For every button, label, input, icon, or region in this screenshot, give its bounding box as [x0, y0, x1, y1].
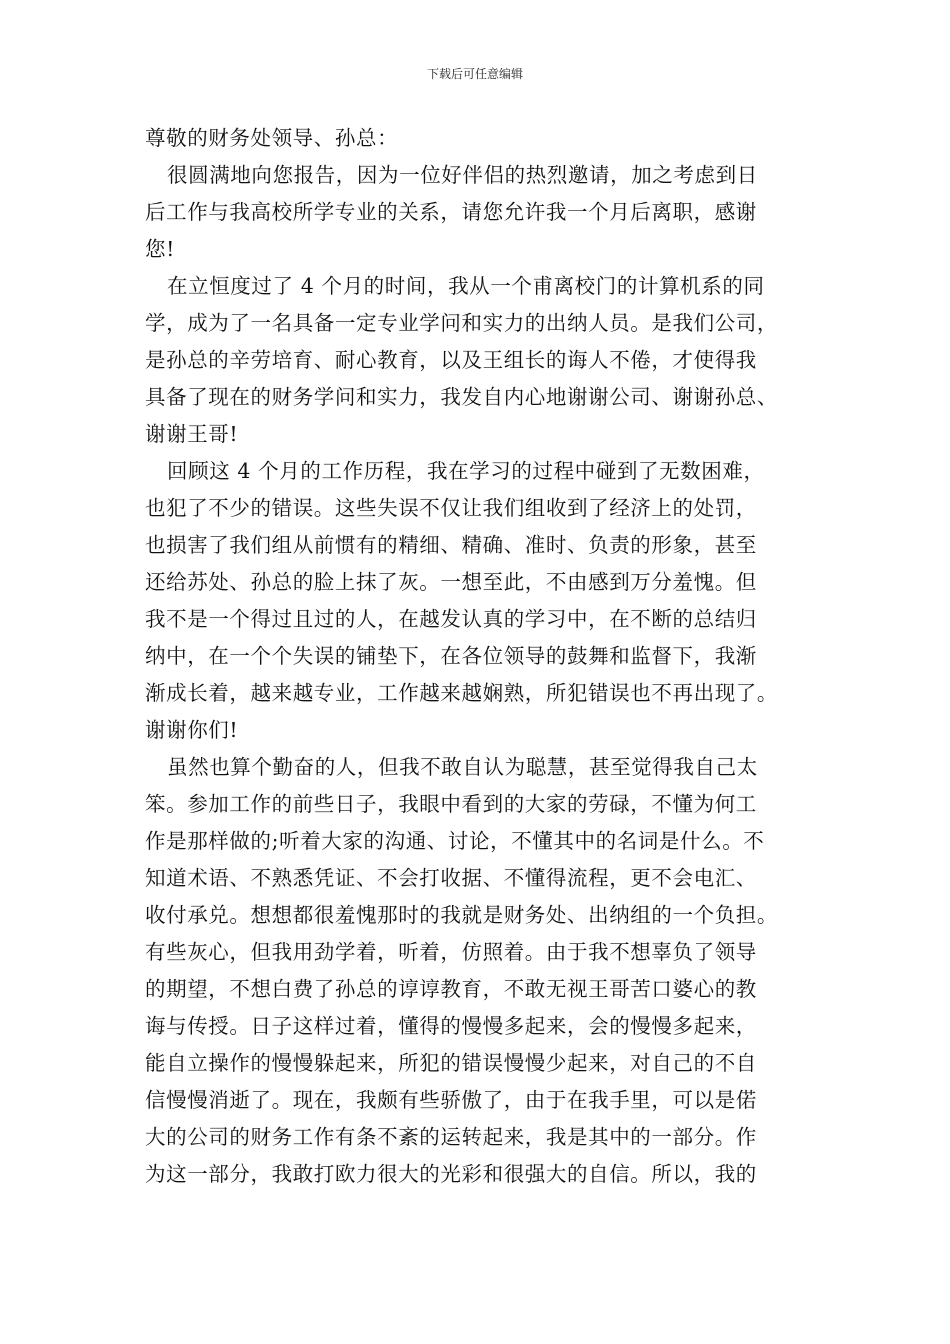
paragraph-line: 笨。参加工作的前些日子，我眼中看到的大家的劳碌，不懂为何工	[145, 792, 757, 816]
paragraph-line: 在立恒度过了 4 个月的时间，我从一个甫离校门的计算机系的同	[167, 274, 765, 298]
page-header: 下载后可任意编辑	[426, 67, 523, 81]
paragraph-line: 很圆满地向您报告，因为一位好伴侣的热烈邀请，加之考虑到日	[167, 163, 758, 187]
paragraph-line: 虽然也算个勤奋的人，但我不敢自认为聪慧，甚至觉得我自己太	[167, 755, 758, 779]
paragraph-line: 我不是一个得过且过的人，在越发认真的学习中，在不断的总结归	[145, 607, 757, 631]
paragraph-line: 作是那样做的;听着大家的沟通、讨论，不懂其中的名词是什么。不	[145, 829, 765, 853]
paragraph-line: 也犯了不少的错误。这些失误不仅让我们组收到了经济上的处罚，	[145, 496, 757, 520]
document-body	[145, 120, 815, 1193]
paragraph-line: 谢谢王哥!	[145, 422, 239, 446]
paragraph-line: 能自立操作的慢慢躲起来，所犯的错误慢慢少起来，对自己的不自	[145, 1051, 757, 1075]
paragraph-line: 学，成为了一名具备一定专业学问和实力的出纳人员。是我们公司，	[145, 311, 778, 335]
paragraph-1	[145, 157, 815, 268]
paragraph-line: 还给苏处、孙总的脸上抹了灰。一想至此，不由感到万分羞愧。但	[145, 570, 757, 594]
paragraph-line: 也损害了我们组从前惯有的精细、精确、准时、负责的形象，甚至	[145, 533, 757, 557]
paragraph-line: 大的公司的财务工作有条不紊的运转起来，我是其中的一部分。作	[145, 1125, 757, 1149]
paragraph-line: 后工作与我高校所学专业的关系，请您允许我一个月后离职，感谢	[145, 200, 757, 224]
paragraph-line: 具备了现在的财务学问和实力，我发自内心地谢谢公司、谢谢孙总、	[145, 385, 778, 409]
paragraph-line: 您!	[145, 237, 175, 261]
paragraph-line: 是孙总的辛劳培育、耐心教育，以及王组长的诲人不倦，才使得我	[145, 348, 757, 372]
paragraph-4	[145, 749, 815, 1193]
paragraph-line: 为这一部分，我敢打欧力很大的光彩和很强大的自信。所以，我的	[145, 1162, 757, 1186]
paragraph-line: 谢谢你们!	[145, 718, 239, 742]
salutation: 尊敬的财务处领导、孙总：	[145, 126, 399, 150]
paragraph-line: 渐成长着，越来越专业，工作越来越娴熟，所犯错误也不再出现了。	[145, 681, 778, 705]
paragraph-line: 回顾这 4 个月的工作历程，我在学习的过程中碰到了无数困难，	[167, 459, 765, 483]
paragraph-line: 收付承兑。想想都很羞愧那时的我就是财务处、出纳组的一个负担。	[145, 903, 778, 927]
paragraph-line: 有些灰心，但我用劲学着，听着，仿照着。由于我不想辜负了领导	[145, 940, 757, 964]
paragraph-3	[145, 453, 815, 749]
paragraph-2	[145, 268, 815, 453]
paragraph-line: 纳中，在一个个失误的铺垫下，在各位领导的鼓舞和监督下，我渐	[145, 644, 757, 668]
paragraph-line: 知道术语、不熟悉凭证、不会打收据、不懂得流程，更不会电汇、	[145, 866, 757, 890]
paragraph-line: 信慢慢消逝了。现在，我颇有些骄傲了，由于在我手里，可以是偌	[145, 1088, 757, 1112]
paragraph-line: 诲与传授。日子这样过着，懂得的慢慢多起来，会的慢慢多起来，	[145, 1014, 757, 1038]
paragraph-line: 的期望，不想白费了孙总的谆谆教育，不敢无视王哥苦口婆心的教	[145, 977, 757, 1001]
